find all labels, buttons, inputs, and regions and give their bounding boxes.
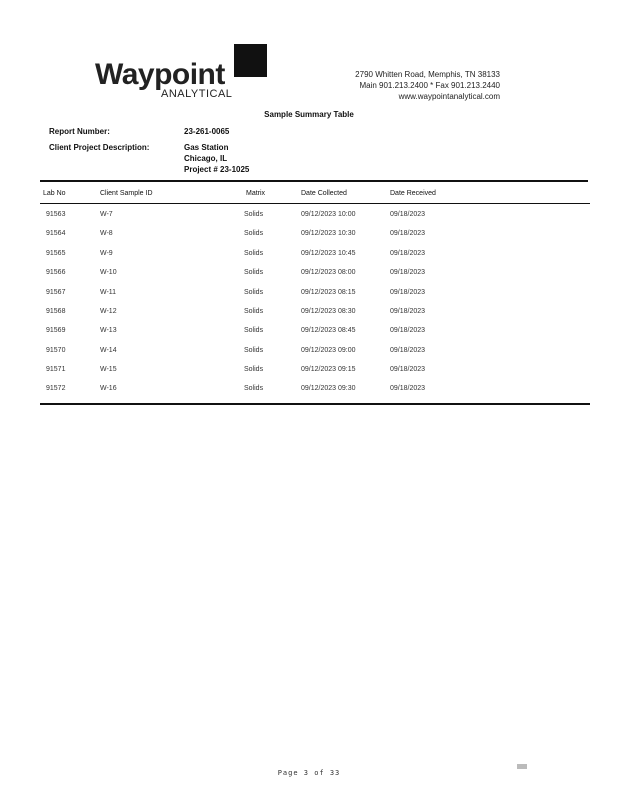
client-sample-id: W-10	[100, 269, 117, 276]
website: www.waypointanalytical.com	[398, 92, 500, 101]
date-received: 09/18/2023	[390, 269, 426, 276]
client-sample-id: W-14	[100, 347, 117, 354]
date-received: 09/18/2023	[390, 385, 426, 392]
logo-square-mark	[234, 44, 267, 77]
matrix: Solids	[244, 250, 264, 257]
date-received: 09/18/2023	[390, 327, 426, 334]
lab-no: 91572	[46, 385, 66, 392]
client-sample-id: W-9	[100, 250, 113, 257]
client-sample-id: W-15	[100, 366, 117, 373]
address-line-1: 2790 Whitten Road, Memphis, TN 38133	[355, 70, 500, 79]
date-received: 09/18/2023	[390, 211, 426, 218]
table-row	[0, 250, 618, 269]
table-row	[0, 211, 618, 230]
date-received: 09/18/2023	[390, 347, 426, 354]
lab-no: 91568	[46, 308, 66, 315]
date-collected: 09/12/2023 08:30	[301, 308, 356, 315]
client-sample-id: W-7	[100, 211, 113, 218]
logo-name: Waypoint	[95, 58, 225, 91]
col-header-date-collected: Date Collected	[301, 190, 347, 197]
table-row	[0, 230, 618, 249]
date-collected: 09/12/2023 10:45	[301, 250, 356, 257]
date-collected: 09/12/2023 09:15	[301, 366, 356, 373]
lab-no: 91569	[46, 327, 66, 334]
lab-no: 91563	[46, 211, 66, 218]
project-line-1: Gas Station	[184, 143, 229, 152]
project-description-label: Client Project Description:	[49, 143, 150, 152]
company-logo	[95, 44, 275, 104]
lab-no: 91566	[46, 269, 66, 276]
table-row	[0, 347, 618, 366]
date-collected: 09/12/2023 08:15	[301, 289, 356, 296]
date-collected: 09/12/2023 08:45	[301, 327, 356, 334]
project-line-3: Project # 23-1025	[184, 165, 250, 174]
date-received: 09/18/2023	[390, 308, 426, 315]
client-sample-id: W-16	[100, 385, 117, 392]
client-sample-id: W-8	[100, 230, 113, 237]
project-line-2: Chicago, IL	[184, 154, 228, 163]
col-header-matrix: Matrix	[246, 190, 266, 197]
company-address	[355, 69, 500, 102]
matrix: Solids	[244, 308, 264, 315]
client-sample-id: W-13	[100, 327, 117, 334]
lab-no: 91564	[46, 230, 66, 237]
col-header-lab-no: Lab No	[43, 190, 66, 197]
col-header-date-received: Date Received	[390, 190, 436, 197]
table-bottom-rule	[40, 403, 590, 405]
client-sample-id: W-11	[100, 289, 117, 296]
document-title: Sample Summary Table	[264, 110, 354, 119]
page-number: Page 3 of 33	[277, 769, 341, 777]
lab-no: 91567	[46, 289, 66, 296]
project-description-value	[184, 142, 249, 175]
report-number-value: 23-261-0065	[184, 127, 230, 136]
date-collected: 09/12/2023 10:30	[301, 230, 356, 237]
table-row	[0, 308, 618, 327]
date-collected: 09/12/2023 09:00	[301, 347, 356, 354]
lab-no: 91570	[46, 347, 66, 354]
date-received: 09/18/2023	[390, 289, 426, 296]
table-header-rule	[40, 203, 590, 204]
matrix: Solids	[244, 211, 264, 218]
matrix: Solids	[244, 366, 264, 373]
table-row	[0, 289, 618, 308]
matrix: Solids	[244, 230, 264, 237]
matrix: Solids	[244, 327, 264, 334]
col-header-client-sample-id: Client Sample ID	[100, 190, 153, 197]
report-number-label: Report Number:	[49, 127, 110, 136]
address-line-2: Main 901.213.2400 * Fax 901.213.2440	[359, 81, 500, 90]
matrix: Solids	[244, 289, 264, 296]
logo-tagline: ANALYTICAL	[161, 88, 233, 100]
table-row	[0, 385, 618, 404]
matrix: Solids	[244, 385, 264, 392]
date-collected: 09/12/2023 08:00	[301, 269, 356, 276]
scan-mark	[517, 764, 527, 769]
date-received: 09/18/2023	[390, 230, 426, 237]
date-received: 09/18/2023	[390, 250, 426, 257]
matrix: Solids	[244, 269, 264, 276]
lab-no: 91571	[46, 366, 66, 373]
client-sample-id: W-12	[100, 308, 117, 315]
table-row	[0, 366, 618, 385]
table-top-rule	[40, 180, 588, 182]
date-collected: 09/12/2023 10:00	[301, 211, 356, 218]
matrix: Solids	[244, 347, 264, 354]
table-row	[0, 327, 618, 346]
table-row	[0, 269, 618, 288]
lab-no: 91565	[46, 250, 66, 257]
date-collected: 09/12/2023 09:30	[301, 385, 356, 392]
date-received: 09/18/2023	[390, 366, 426, 373]
